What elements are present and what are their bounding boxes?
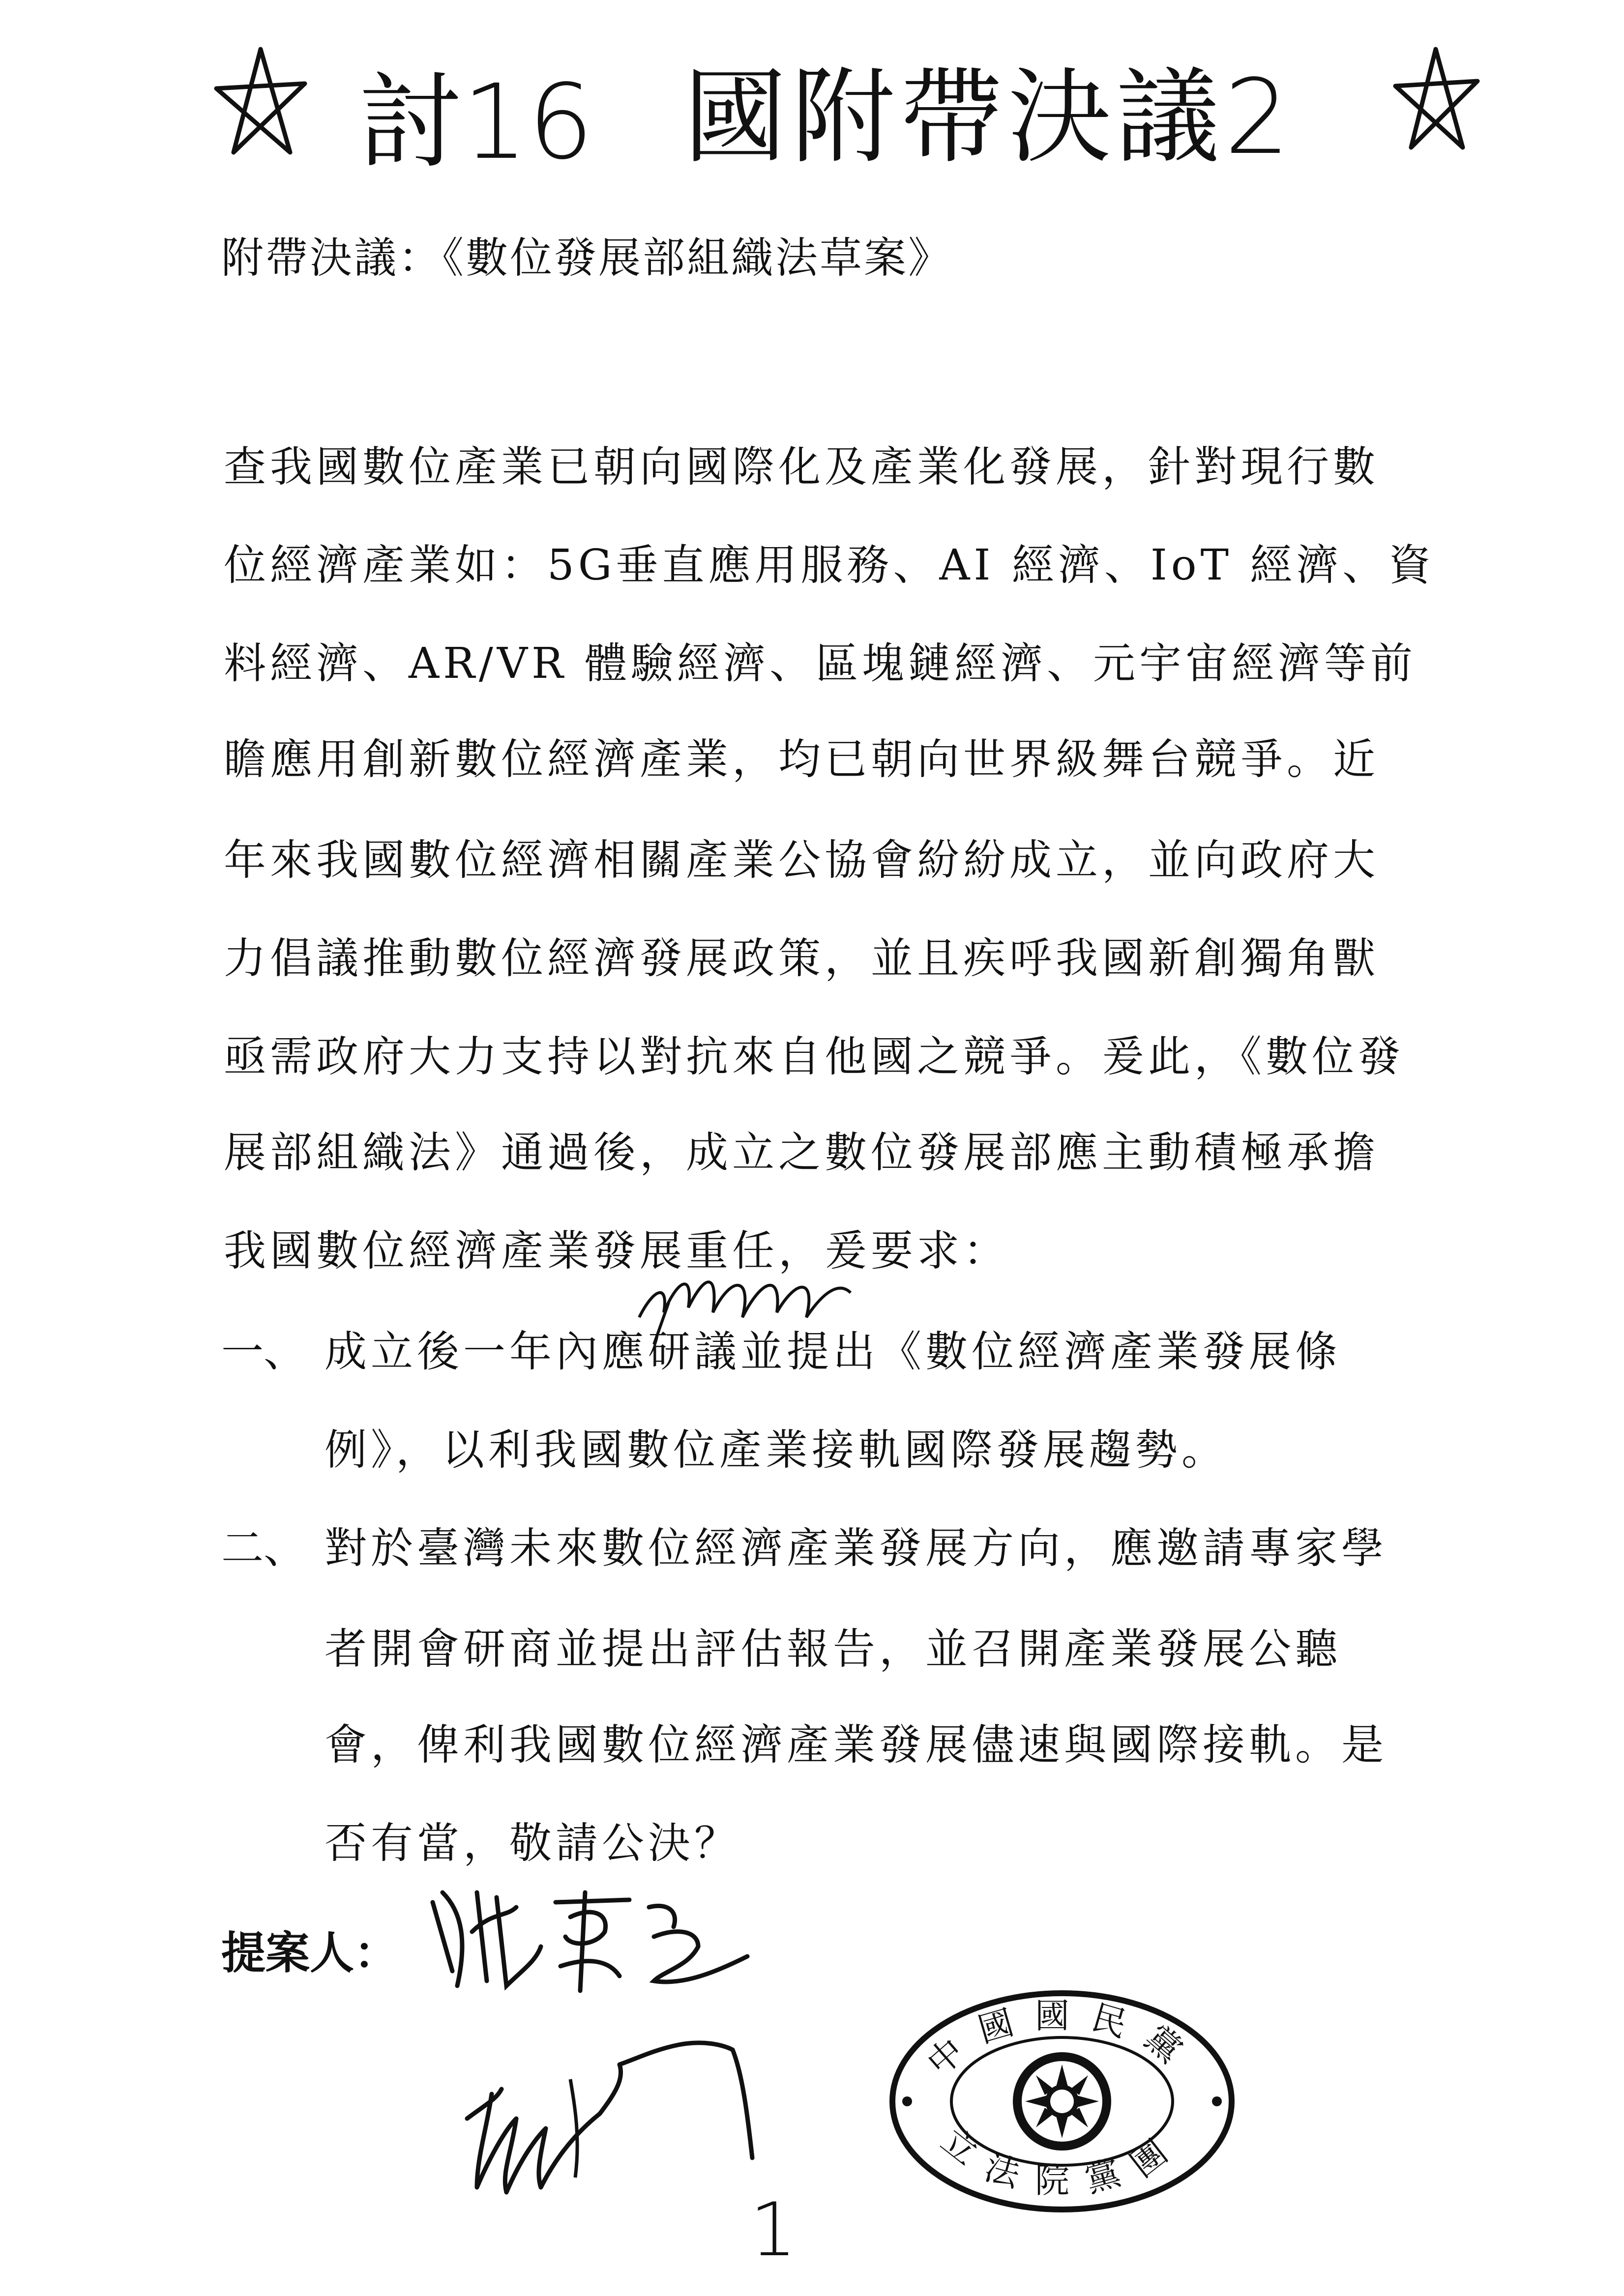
- item-number: 一、: [221, 1327, 306, 1376]
- body-line: 位經濟產業如：5G垂直應用服務、AI 經濟、IoT 經濟、資: [224, 541, 1435, 590]
- handwritten-ref-label: 討16: [359, 62, 594, 182]
- official-seal: [885, 1986, 1239, 2217]
- document-heading: 附帶決議：《數位發展部組織法草案》: [221, 233, 952, 283]
- body-line: 年來我國數位經濟相關產業公協會紛紛成立，並向政府大: [224, 836, 1379, 885]
- item-line: 成立後一年內應研議並提出《數位經濟產業發展條: [325, 1327, 1341, 1376]
- body-line: 展部組織法》通過後，成立之數位發展部應主動積極承擔: [224, 1128, 1379, 1177]
- item-number: 二、: [221, 1524, 306, 1573]
- handwritten-title: 國附帶決議2: [683, 57, 1295, 177]
- proposer-signature: [423, 1873, 757, 2001]
- body-line: 查我國數位產業已朝向國際化及產業化發展，針對現行數: [224, 442, 1379, 492]
- page-number: 1: [750, 2187, 797, 2273]
- body-line: 力倡議推動數位經濟發展政策，並且疾呼我國新創獨角獸: [224, 934, 1379, 983]
- sun-emblem-icon: [1013, 2052, 1111, 2151]
- body-line: 料經濟、AR/VR 體驗經濟、區塊鏈經濟、元宇宙經濟等前: [224, 639, 1417, 688]
- item-line: 者開會研商並提出評估報告，並召開產業發展公聽: [325, 1625, 1341, 1674]
- item-line: 會，俾利我國數位經濟產業發展儘速與國際接軌。是: [325, 1720, 1388, 1770]
- body-line: 我國數位經濟產業發展重任，爰要求：: [224, 1226, 1009, 1276]
- body-line: 瞻應用創新數位經濟產業，均已朝向世界級舞台競爭。近: [224, 735, 1379, 784]
- item-line: 否有當，敬請公決？: [325, 1819, 740, 1868]
- item-line: 對於臺灣未來數位經濟產業發展方向，應邀請專家學: [325, 1524, 1388, 1573]
- item-line: 例》，以利我國數位產業接軌國際發展趨勢。: [325, 1425, 1228, 1475]
- seal-top-text: 中國國民黨: [919, 1996, 1205, 2084]
- proposer-label: 提案人：: [221, 1927, 398, 1979]
- body-line: 亟需政府大力支持以對抗來自他國之競爭。爰此，《數位發: [224, 1032, 1404, 1081]
- star-doodle-right-icon: [1387, 44, 1485, 157]
- seal-bottom-text: 立法院黨團: [933, 2120, 1191, 2201]
- star-doodle-left-icon: [207, 44, 315, 162]
